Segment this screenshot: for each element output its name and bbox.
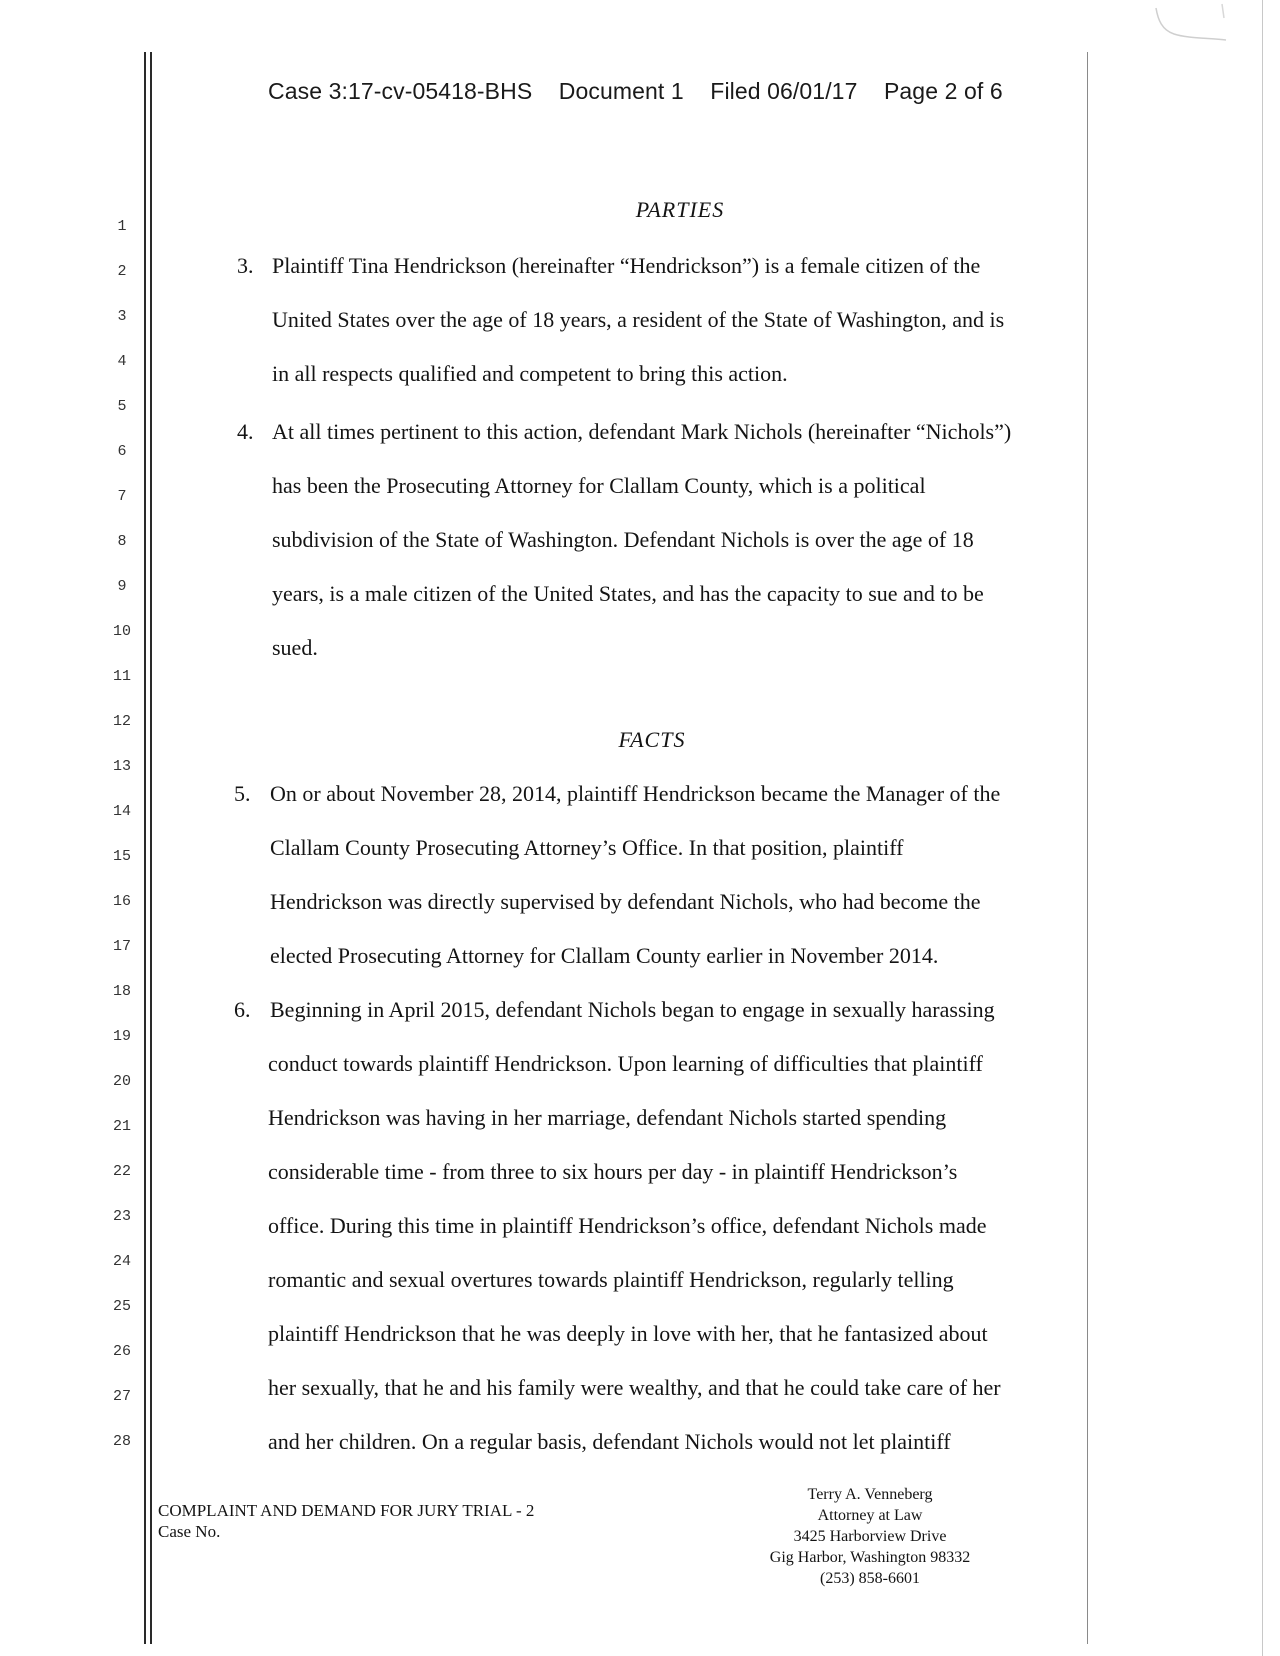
attorney-title: Attorney at Law — [817, 1507, 923, 1524]
line-number: 26 — [112, 1343, 131, 1360]
page-count: Page 2 of 6 — [883, 78, 1003, 104]
line-number: 17 — [112, 938, 131, 955]
line-number: 22 — [112, 1163, 131, 1180]
line-number: 19 — [112, 1028, 131, 1045]
line-number: 14 — [112, 803, 131, 820]
paragraph-line: Hendrickson was directly supervised by defendant Nichols, who had become the — [270, 889, 981, 914]
attorney-phone: (253) 858-6601 — [820, 1570, 920, 1587]
paragraph-line: in all respects qualified and competent to bring this action. — [272, 361, 788, 386]
line-number: 28 — [112, 1433, 131, 1450]
paragraph-line: Hendrickson was having in her marriage, defendant Nichols started spending — [268, 1105, 947, 1130]
paragraph-line: Beginning in April 2015, defendant Nichols began to engage in sexually harassing — [270, 997, 995, 1022]
line-number: 18 — [112, 983, 131, 1000]
paragraph-line: conduct towards plaintiff Hendrickson. Upon learning of difficulties that plaintiff — [268, 1051, 983, 1076]
line-number: 16 — [112, 893, 131, 910]
line-number: 25 — [112, 1298, 131, 1315]
left-margin-rule — [144, 52, 146, 1644]
line-number: 10 — [112, 623, 131, 640]
line-number: 13 — [112, 758, 131, 775]
attorney-address-city: Gig Harbor, Washington 98332 — [769, 1549, 971, 1566]
line-number: 2 — [117, 263, 127, 280]
line-number: 1 — [117, 218, 127, 235]
attorney-block — [720, 1484, 1020, 1589]
paragraph-line: romantic and sexual overtures towards plaintiff Hendrickson, regularly telling — [268, 1267, 954, 1292]
attorney-address-street: 3425 Harborview Drive — [793, 1528, 947, 1545]
paragraph-number: 6. — [234, 997, 251, 1022]
paragraph-line: Clallam County Prosecuting Attorney’s Office. In that position, plaintiff — [270, 835, 904, 860]
document-title: COMPLAINT AND DEMAND FOR JURY TRIAL - 2 — [158, 1501, 535, 1520]
line-number: 24 — [112, 1253, 131, 1270]
line-number: 27 — [112, 1388, 131, 1405]
paragraph-line: her sexually, that he and his family were wealthy, and that he could take care of her — [268, 1375, 1001, 1400]
paragraph-line: years, is a male citizen of the United States, and has the capacity to sue and to be — [272, 581, 984, 606]
line-number: 11 — [112, 668, 131, 685]
attorney-name: Terry A. Venneberg — [807, 1486, 933, 1503]
scan-mark — [1126, 0, 1236, 60]
case-number: Case 3:17-cv-05418-BHS — [268, 78, 533, 104]
ecf-header — [268, 78, 1008, 105]
section-heading-parties: PARTIES — [635, 197, 725, 222]
line-number: 15 — [112, 848, 131, 865]
document-number: Document 1 — [558, 78, 684, 104]
section-heading-facts: FACTS — [618, 727, 686, 752]
line-number: 21 — [112, 1118, 131, 1135]
page-edge — [1262, 0, 1263, 1656]
paragraph-line: elected Prosecuting Attorney for Clallam County earlier in November 2014. — [270, 943, 939, 968]
filed-date: Filed 06/01/17 — [710, 78, 858, 104]
paragraph-line: has been the Prosecuting Attorney for Clallam County, which is a political — [272, 473, 926, 498]
paragraph-number: 3. — [237, 253, 254, 278]
paragraph-line: United States over the age of 18 years, a resident of the State of Washington, and is — [272, 307, 1005, 332]
paragraph-line: considerable time - from three to six hours per day - in plaintiff Hendrickson’s — [268, 1159, 958, 1184]
line-number: 23 — [112, 1208, 131, 1225]
paragraph-line: plaintiff Hendrickson that he was deeply in love with her, that he fantasized about — [268, 1321, 988, 1346]
line-number: 6 — [117, 443, 127, 460]
line-number: 20 — [112, 1073, 131, 1090]
line-number: 3 — [117, 308, 127, 325]
left-margin-rule-2 — [150, 52, 152, 1644]
line-number: 5 — [117, 398, 127, 415]
paragraph-number: 5. — [234, 781, 251, 806]
line-number: 4 — [117, 353, 127, 370]
line-number: 8 — [117, 533, 127, 550]
paragraph-line: office. During this time in plaintiff Hendrickson’s office, defendant Nichols made — [268, 1213, 987, 1238]
paragraph-line: sued. — [272, 635, 318, 660]
paragraph-line: and her children. On a regular basis, defendant Nichols would not let plaintiff — [268, 1429, 951, 1454]
line-number: 12 — [112, 713, 131, 730]
right-margin-rule — [1087, 52, 1088, 1644]
line-number: 9 — [117, 578, 127, 595]
paragraph-line: Plaintiff Tina Hendrickson (hereinafter “Hendrickson”) is a female citizen of the — [272, 253, 981, 278]
paragraph-number: 4. — [237, 419, 254, 444]
line-number: 7 — [117, 488, 127, 505]
paragraph-line: At all times pertinent to this action, defendant Mark Nichols (hereinafter “Nichols”) — [272, 419, 1012, 444]
footer-caption — [158, 1500, 534, 1542]
paragraph-line: On or about November 28, 2014, plaintiff Hendrickson became the Manager of the — [270, 781, 1001, 806]
case-no-label: Case No. — [158, 1522, 221, 1541]
paragraph-line: subdivision of the State of Washington. Defendant Nichols is over the age of 18 — [272, 527, 974, 552]
